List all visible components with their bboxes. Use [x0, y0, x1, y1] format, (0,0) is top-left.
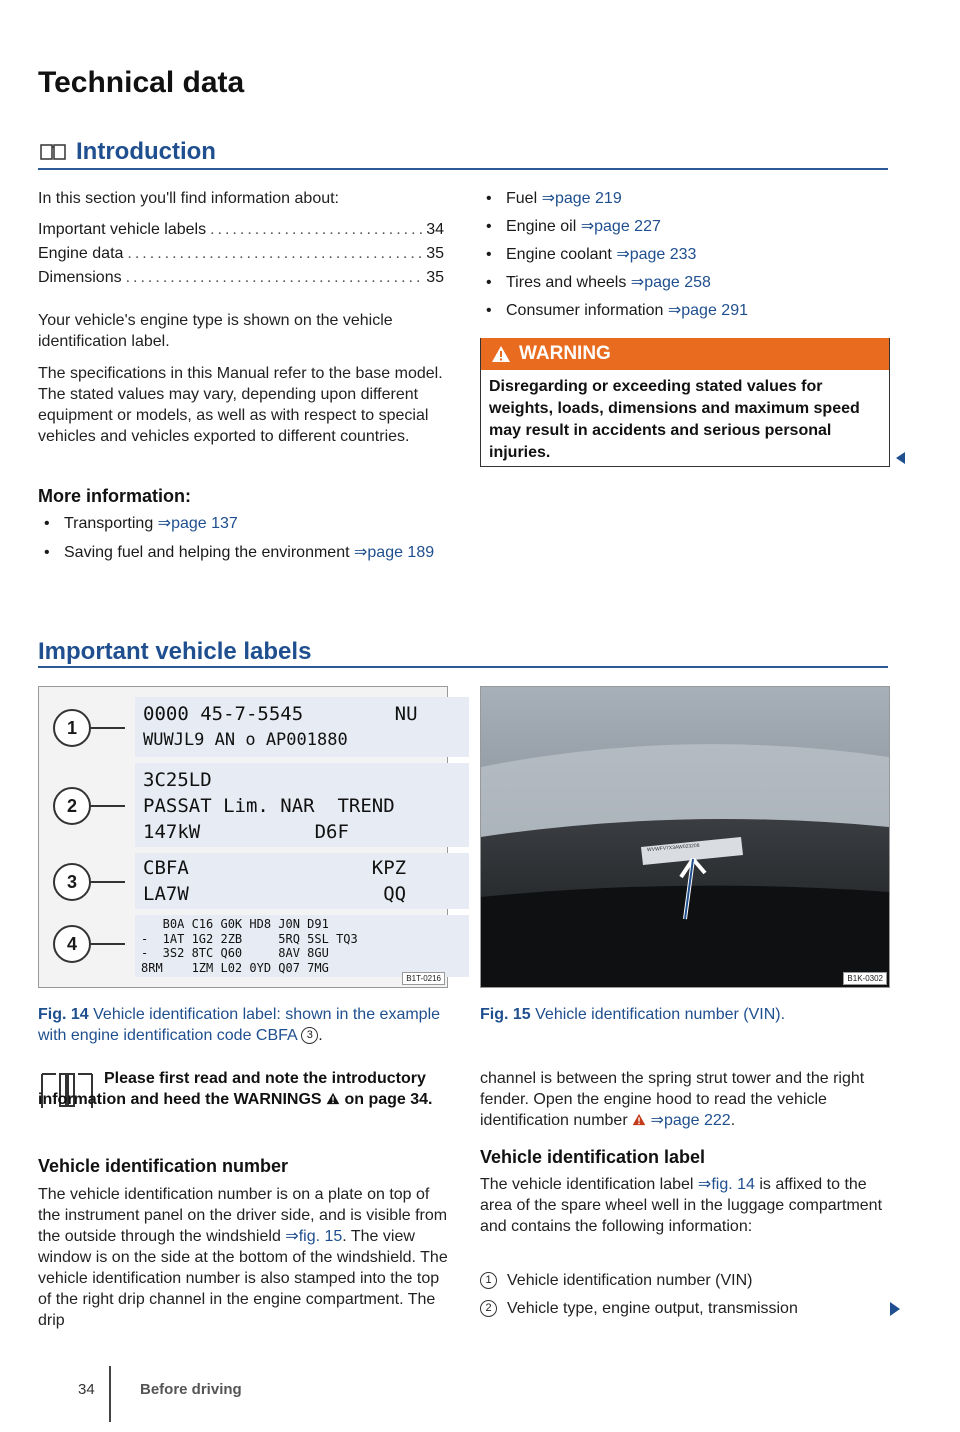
fig15-caption: Fig. 15 Vehicle identification number (VIN).: [480, 1006, 786, 1023]
callout-marker: 3: [53, 863, 91, 901]
list-item: • Saving fuel and helping the environment ⇒page 189: [38, 542, 438, 563]
page-link[interactable]: ⇒page 222: [650, 1112, 731, 1129]
toc-page: 35: [426, 245, 444, 262]
toc-label: Dimensions: [38, 269, 122, 286]
label-items: [480, 1270, 892, 1319]
book-icon: [38, 141, 68, 163]
toc-page: 34: [426, 221, 444, 238]
intro-toc: [38, 218, 444, 290]
more-info-heading: More information:: [38, 486, 191, 506]
callout-marker: 2: [53, 787, 91, 825]
label-heading: Vehicle identification label: [480, 1147, 706, 1167]
toc-label: Important vehicle labels: [38, 221, 207, 238]
list-item: • Fuel ⇒page 219: [480, 188, 890, 209]
plate-row-engine: CBFA KPZ LA7W QQ: [135, 853, 469, 909]
page-link[interactable]: ⇒page 219: [541, 190, 622, 207]
continue-arrow-icon: [890, 1302, 900, 1316]
vin-window-photo: [480, 686, 890, 988]
figure-link[interactable]: ⇒fig. 14: [697, 1176, 755, 1193]
back-arrow-icon: [896, 452, 905, 464]
plate-row-options: B0A C16 G0K HD8 J0N D91 - 1AT 1G2 2ZB 5RQ 5SL TQ3 - 3S2 8TC Q60 8AV 8GU 8RM 1ZM L02 0YD Q07 7MG: [135, 915, 469, 977]
page-link[interactable]: ⇒page 258: [630, 274, 711, 291]
page-link[interactable]: ⇒page 137: [157, 515, 238, 532]
callout-marker: 4: [53, 925, 91, 963]
vin-text-continued: channel is between the spring strut tower and the right fender. Open the engine hood to read the vehicle identification number ⇒page 222.: [480, 1070, 865, 1129]
read-first-note: Please first read and note the introductory information and heed the WARNINGS on page 34.: [38, 1070, 433, 1108]
plate-row-vin: 0000 45-7-5545 NU WUWJL9 AN o AP001880: [135, 697, 469, 757]
labels-heading: Important vehicle labels: [38, 638, 312, 665]
warning-box: [480, 338, 890, 467]
intro-heading: [38, 138, 216, 166]
page-number: 34: [78, 1381, 95, 1398]
vin-sticker-text: WVWFV7X3AW023208: [646, 842, 700, 854]
warning-title: WARNING: [519, 343, 611, 364]
right-list: [480, 188, 890, 321]
warning-text: Disregarding or exceeding stated values for weights, loads, dimensions and maximum speed may result in accidents and serious personal injuries.: [489, 378, 860, 461]
toc-row[interactable]: [38, 242, 444, 266]
callout-marker: 3: [301, 1027, 318, 1044]
toc-label: Engine data: [38, 245, 124, 262]
label-text: The vehicle identification label ⇒fig. 14 is affixed to the area of the spare wheel well in the luggage compartment and contains the following information:: [480, 1176, 883, 1235]
vehicle-label-illustration: [38, 686, 448, 988]
list-item: • Engine coolant ⇒page 233: [480, 244, 890, 265]
toc-row[interactable]: [38, 266, 444, 290]
warning-triangle-icon: [632, 1113, 646, 1126]
toc-page: 35: [426, 269, 444, 286]
list-item: • Consumer information ⇒page 291: [480, 300, 890, 321]
list-item: • Tires and wheels ⇒page 258: [480, 272, 890, 293]
warning-triangle-icon: [326, 1092, 340, 1105]
figure-link[interactable]: ⇒fig. 15: [285, 1228, 343, 1245]
more-info-list: [38, 513, 438, 563]
intro-para-2: The specifications in this Manual refer to the base model. The stated values may vary, depending upon different equipment or models, as well as with respect to special vehicles and vehicles exported to different countries.: [38, 365, 443, 445]
list-item: • Transporting ⇒page 137: [38, 513, 438, 534]
page-title: Technical data: [38, 66, 245, 99]
intro-para-1: Your vehicle's engine type is shown on the vehicle identification label.: [38, 312, 393, 350]
labels-rule: [38, 666, 888, 668]
toc-row[interactable]: [38, 218, 444, 242]
figure-code: B1T-0216: [402, 972, 445, 985]
intro-rule: [38, 168, 888, 170]
footer-divider: [109, 1366, 111, 1422]
vin-text: The vehicle identification number is on a plate on top of the instrument panel on the driver side, and is visible from the outside through the windshield ⇒fig. 15. The view window is on the side at the bottom of the windshield. The vehicle identification number is also stamped into the top of the right drip channel in the engine compartment. The drip: [38, 1186, 448, 1329]
list-item: • Engine oil ⇒page 227: [480, 216, 890, 237]
page-link[interactable]: ⇒page 291: [667, 302, 748, 319]
footer-section: Before driving: [140, 1381, 242, 1398]
page-link[interactable]: ⇒page 189: [353, 544, 435, 561]
vin-heading: Vehicle identification number: [38, 1156, 289, 1176]
list-item: 2 Vehicle type, engine output, transmission: [480, 1298, 892, 1319]
page-link[interactable]: ⇒page 233: [616, 246, 697, 263]
intro-heading-text: Introduction: [76, 138, 216, 165]
fig14-caption: Fig. 14 Vehicle identification label: shown in the example with engine identification code CBFA 3 .: [38, 1006, 441, 1044]
warning-triangle-icon: [491, 345, 511, 363]
windshield-image: [481, 687, 889, 987]
figure-code: B1K-0302: [843, 972, 887, 985]
plate-row-type: 3C25LD PASSAT Lim. NAR TREND 147kW D6F: [135, 763, 469, 847]
warning-header: [481, 338, 889, 370]
list-item: 1 Vehicle identification number (VIN): [480, 1270, 892, 1291]
intro-lead: In this section you'll find information about:: [38, 190, 339, 207]
callout-marker: 1: [53, 709, 91, 747]
page-link[interactable]: ⇒page 227: [580, 218, 661, 235]
